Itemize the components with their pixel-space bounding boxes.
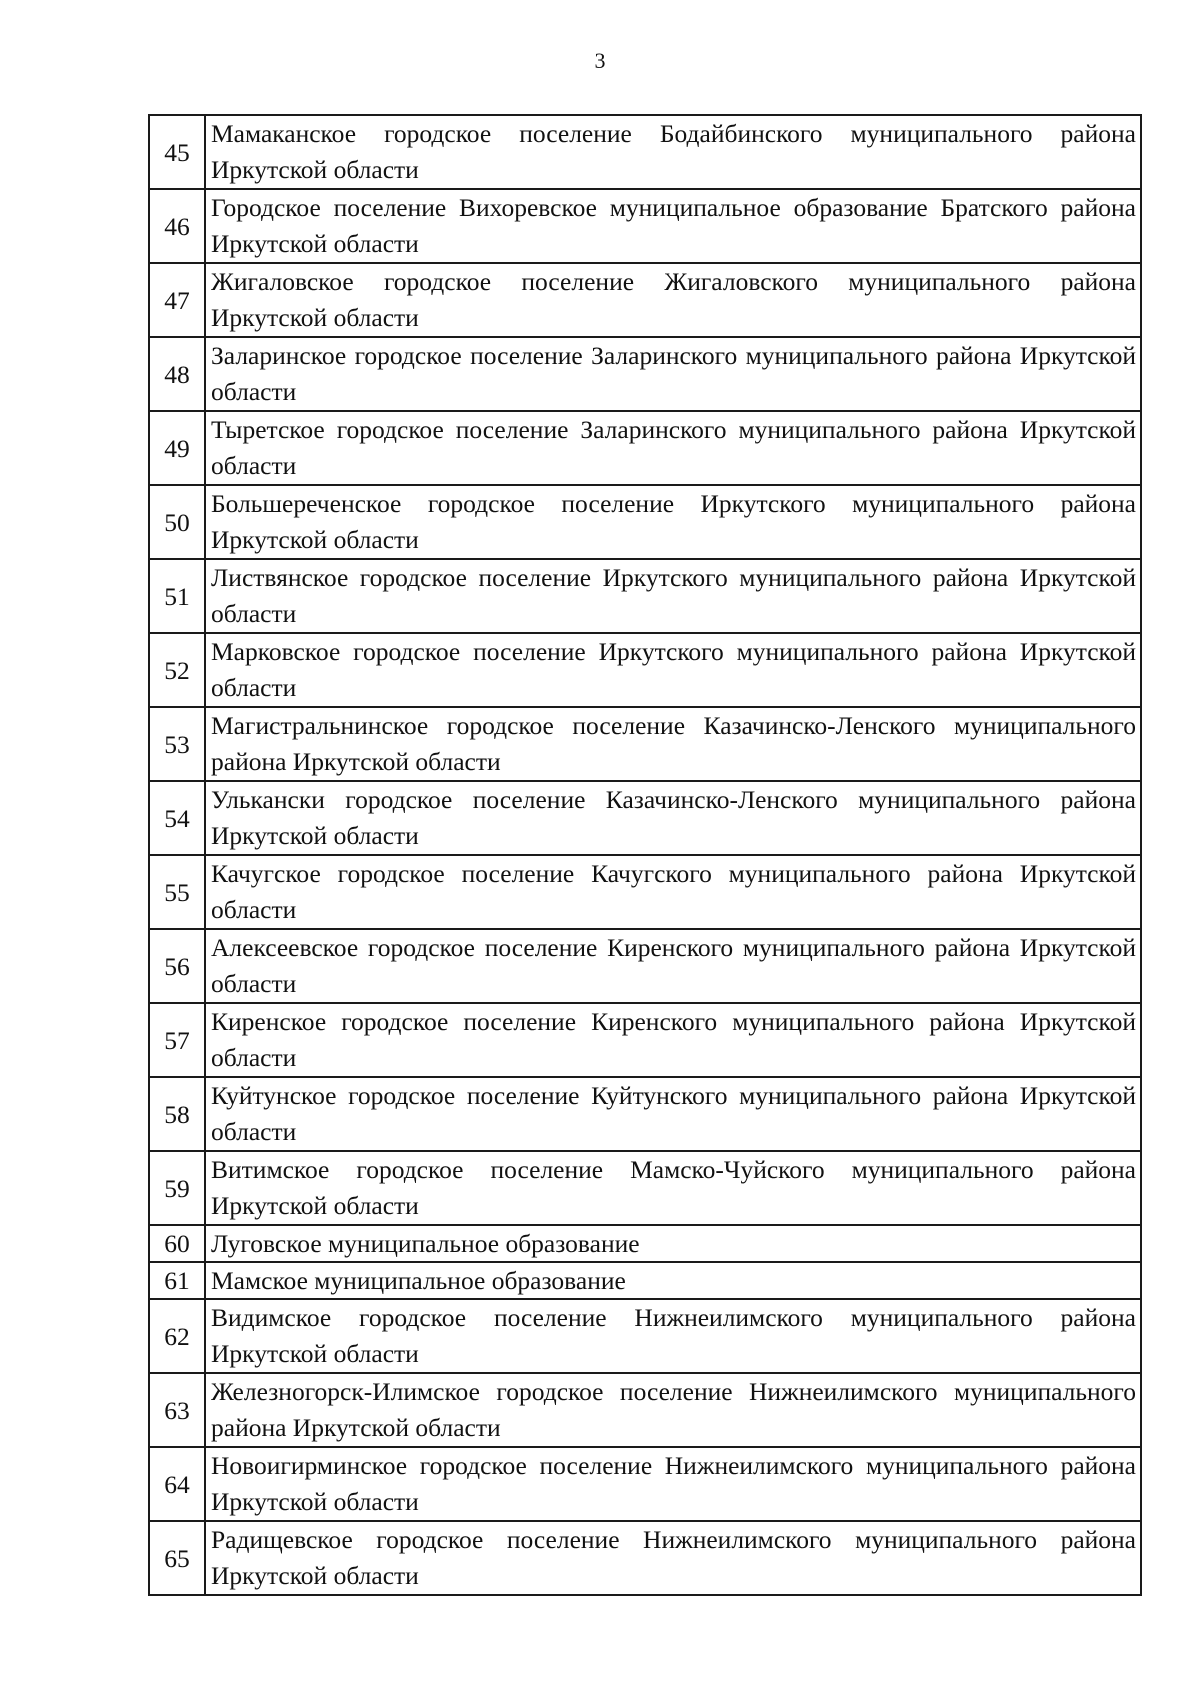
- settlement-name: Новоигирминское городское поселение Нижнеилимского муниципального района Иркутской области: [205, 1447, 1141, 1521]
- row-number: 45: [149, 115, 205, 189]
- table-row: [149, 707, 1141, 781]
- table-row: [149, 559, 1141, 633]
- settlement-name: Куйтунское городское поселение Куйтунского муниципального района Иркутской области: [205, 1077, 1141, 1151]
- row-number: 49: [149, 411, 205, 485]
- settlement-name: Городское поселение Вихоревское муниципальное образование Братского района Иркутской области: [205, 189, 1141, 263]
- table-row: [149, 929, 1141, 1003]
- settlement-name: Жигаловское городское поселение Жигаловского муниципального района Иркутской области: [205, 263, 1141, 337]
- row-number: 55: [149, 855, 205, 929]
- row-number: 52: [149, 633, 205, 707]
- settlement-name: Железногорск-Илимское городское поселение Нижнеилимского муниципального района Иркутской области: [205, 1373, 1141, 1447]
- row-number: 51: [149, 559, 205, 633]
- table-row: [149, 633, 1141, 707]
- settlement-name: Алексеевское городское поселение Киренского муниципального района Иркутской области: [205, 929, 1141, 1003]
- settlement-name: Магистральнинское городское поселение Казачинско-Ленского муниципального района Иркутской области: [205, 707, 1141, 781]
- row-number: 60: [149, 1225, 205, 1262]
- table-row: [149, 1373, 1141, 1447]
- row-number: 47: [149, 263, 205, 337]
- row-number: 65: [149, 1521, 205, 1595]
- table-row: [149, 263, 1141, 337]
- table-row: [149, 1447, 1141, 1521]
- settlement-name: Заларинское городское поселение Заларинского муниципального района Иркутской области: [205, 337, 1141, 411]
- row-number: 64: [149, 1447, 205, 1521]
- row-number: 63: [149, 1373, 205, 1447]
- row-number: 50: [149, 485, 205, 559]
- table-row: [149, 1003, 1141, 1077]
- table-row: [149, 1077, 1141, 1151]
- settlement-name: Витимское городское поселение Мамско-Чуйского муниципального района Иркутской области: [205, 1151, 1141, 1225]
- table-row: [149, 781, 1141, 855]
- settlement-name: Луговское муниципальное образование: [205, 1225, 1141, 1262]
- page-number: 3: [594, 48, 606, 73]
- table-row: [149, 1151, 1141, 1225]
- row-number: 62: [149, 1299, 205, 1373]
- settlement-name: Мамское муниципальное образование: [205, 1262, 1141, 1299]
- settlement-name: Мамаканское городское поселение Бодайбинского муниципального района Иркутской области: [205, 115, 1141, 189]
- row-number: 59: [149, 1151, 205, 1225]
- row-number: 53: [149, 707, 205, 781]
- table-row: [149, 1521, 1141, 1595]
- settlement-name: Листвянское городское поселение Иркутского муниципального района Иркутской области: [205, 559, 1141, 633]
- table-row: [149, 485, 1141, 559]
- settlement-name: Марковское городское поселение Иркутского муниципального района Иркутской области: [205, 633, 1141, 707]
- settlement-name: Большереченское городское поселение Иркутского муниципального района Иркутской области: [205, 485, 1141, 559]
- table-row: [149, 115, 1141, 189]
- row-number: 58: [149, 1077, 205, 1151]
- settlements-table: [148, 114, 1142, 1596]
- settlement-name: Улькански городское поселение Казачинско-Ленского муниципального района Иркутской области: [205, 781, 1141, 855]
- settlement-name: Радищевское городское поселение Нижнеилимского муниципального района Иркутской области: [205, 1521, 1141, 1595]
- settlement-name: Киренское городское поселение Киренского муниципального района Иркутской области: [205, 1003, 1141, 1077]
- settlement-name: Качугское городское поселение Качугского муниципального района Иркутской области: [205, 855, 1141, 929]
- settlement-name: Тыретское городское поселение Заларинского муниципального района Иркутской области: [205, 411, 1141, 485]
- table-row: [149, 1299, 1141, 1373]
- table-row: [149, 1262, 1141, 1299]
- table-row: [149, 855, 1141, 929]
- settlement-name: Видимское городское поселение Нижнеилимского муниципального района Иркутской области: [205, 1299, 1141, 1373]
- row-number: 48: [149, 337, 205, 411]
- table-row: [149, 1225, 1141, 1262]
- row-number: 46: [149, 189, 205, 263]
- table-row: [149, 189, 1141, 263]
- table-row: [149, 337, 1141, 411]
- row-number: 56: [149, 929, 205, 1003]
- row-number: 61: [149, 1262, 205, 1299]
- row-number: 54: [149, 781, 205, 855]
- row-number: 57: [149, 1003, 205, 1077]
- table-row: [149, 411, 1141, 485]
